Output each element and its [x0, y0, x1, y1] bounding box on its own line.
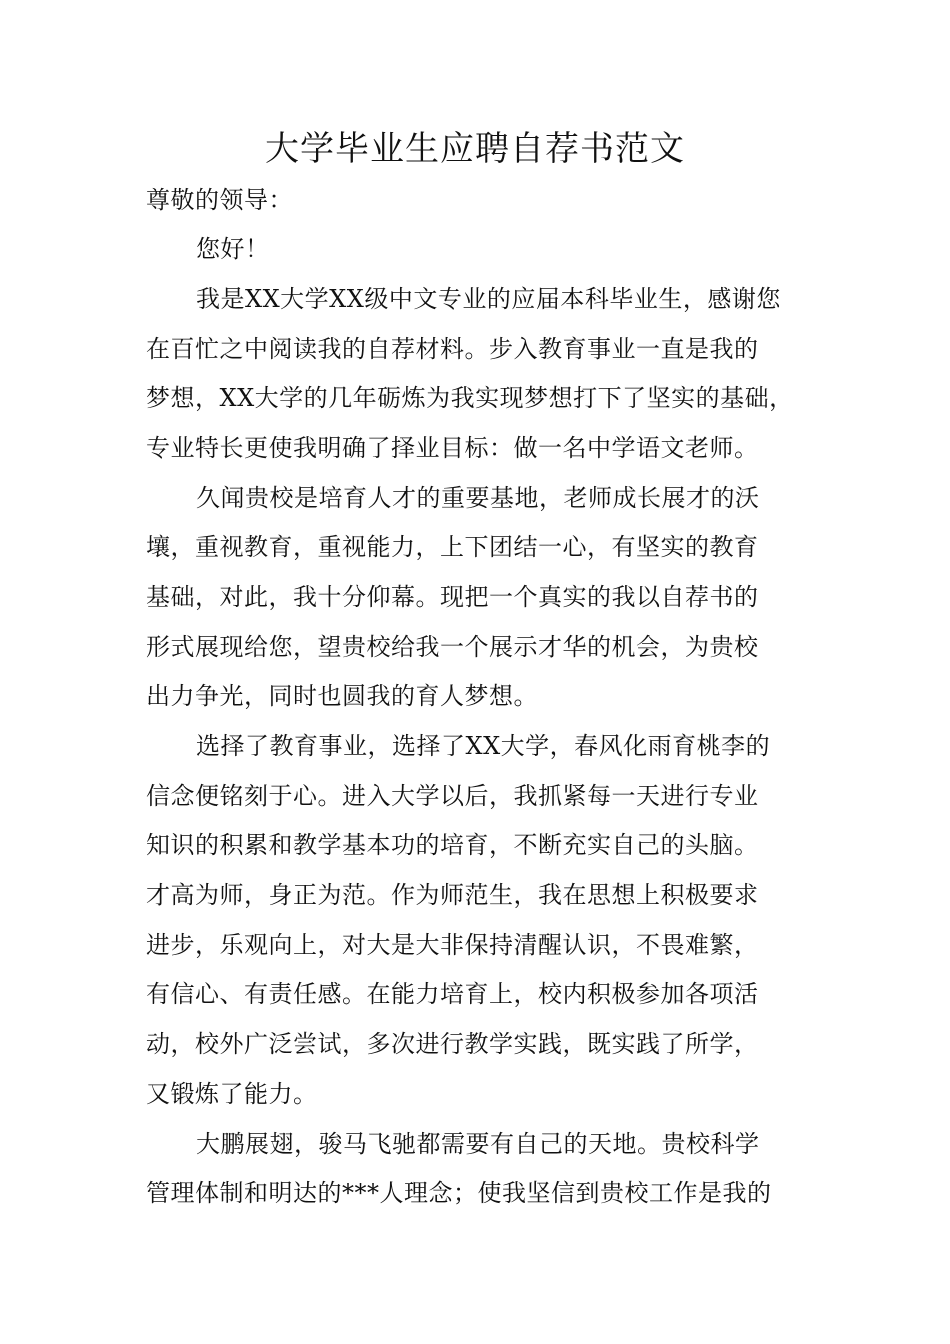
- text-line: 形式展现给您，望贵校给我一个展示才华的机会，为贵校: [146, 633, 759, 661]
- text-line: 有信心、有责任感。在能力培育上，校内积极参加各项活: [146, 980, 759, 1008]
- text-line: 信念便铭刻于心。进入大学以后，我抓紧每一天进行专业: [146, 782, 759, 810]
- text-line: 才高为师，身正为范。作为师范生，我在思想上积极要求: [146, 881, 759, 909]
- text-line: 壤，重视教育，重视能力，上下团结一心，有坚实的教育: [146, 533, 759, 561]
- text-line: 动，校外广泛尝试，多次进行教学实践，既实践了所学，: [146, 1030, 759, 1058]
- salutation: 尊敬的领导：: [146, 186, 293, 214]
- text-line: 我是XX大学XX级中文专业的应届本科毕业生，感谢您: [196, 285, 781, 313]
- text-line: 基础，对此，我十分仰幕。现把一个真实的我以自荐书的: [146, 583, 759, 611]
- text-line: 梦想，XX大学的几年砺炼为我实现梦想打下了坚实的基础，: [146, 384, 794, 412]
- text-line: 管理体制和明达的***人理念；使我坚信到贵校工作是我的: [146, 1179, 772, 1207]
- text-line: 大鹏展翅，骏马飞驰都需要有自己的天地。贵校科学: [196, 1130, 760, 1158]
- text-line: 专业特长更使我明确了择业目标：做一名中学语文老师。: [146, 434, 759, 462]
- text-line: 出力争光，同时也圆我的育人梦想。: [146, 682, 538, 710]
- text-line: 进步，乐观向上，对大是大非保持清醒认识，不畏难繁，: [146, 931, 759, 959]
- text-line: 知识的积累和教学基本功的培育，不断充实自己的头脑。: [146, 831, 759, 859]
- text-line: 在百忙之中阅读我的自荐材料。步入教育事业一直是我的: [146, 335, 759, 363]
- document-title: 大学毕业生应聘自荐书范文: [265, 129, 685, 169]
- text-line: 选择了教育事业，选择了XX大学，春风化雨育桃李的: [196, 732, 771, 760]
- greeting: 您好！: [196, 235, 270, 263]
- text-line: 又锻炼了能力。: [146, 1080, 318, 1108]
- text-line: 久闻贵校是培育人才的重要基地，老师成长展才的沃: [196, 484, 760, 512]
